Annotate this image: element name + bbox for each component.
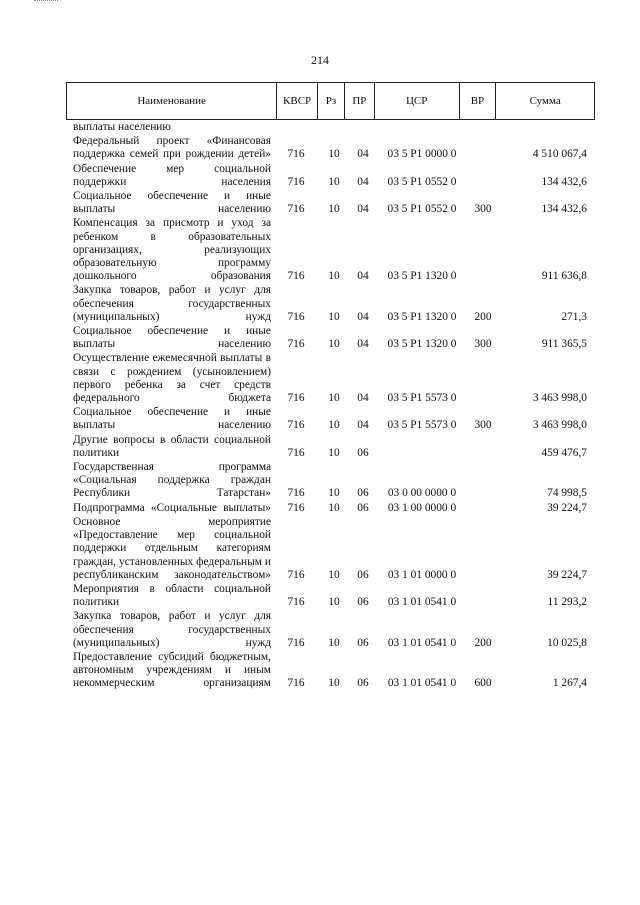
row-sum: 1 267,4 [552,677,587,690]
row-pr: 06 [357,568,369,581]
row-csr: 03 5 P1 0552 0 [387,175,457,188]
row-csr: 03 5 P1 0000 0 [387,148,457,161]
table-row [73,461,595,501]
page-number: 214 [311,53,329,67]
row-sum: 459 476,7 [541,446,587,459]
row-name: Федеральный проект «Финансовая поддержка семей при рождении детей» [73,135,271,161]
row-kvsr: 716 [287,446,305,459]
row-sum: 4 510 067,4 [532,148,587,161]
row-name: Подпрограмма «Социальные выплаты» [73,501,271,514]
row-rz: 10 [328,175,340,188]
table-body [73,121,595,692]
row-sum: 911 365,5 [541,338,587,351]
row-pr: 04 [357,148,369,161]
row-csr: 03 5 P1 5573 0 [387,392,457,405]
row-sum: 10 025,8 [547,636,587,649]
row-sum: 3 463 998,0 [532,392,587,405]
row-vr: 600 [474,677,492,690]
row-pr: 06 [357,501,369,514]
scan-artifact [34,0,58,3]
row-kvsr: 716 [287,501,305,514]
row-rz: 10 [328,636,340,649]
table-row [73,406,595,432]
table-row [73,502,595,515]
row-rz: 10 [328,148,340,161]
header-name: Наименование [67,83,277,119]
row-sum: 74 998,5 [547,487,587,500]
row-pr: 04 [357,338,369,351]
row-name: Основное мероприятие «Предоставление мер социальной поддержки отдельным категориям граждан, установленных федеральным и республиканским законодательством» [73,515,271,581]
table-row [73,284,595,324]
row-sum: 134 432,6 [541,175,587,188]
row-csr: 03 1 01 0541 0 [387,636,457,649]
row-rz: 10 [328,270,340,283]
row-pr: 06 [357,636,369,649]
row-rz: 10 [328,338,340,351]
row-rz: 10 [328,677,340,690]
row-sum: 911 636,8 [541,270,587,283]
row-csr: 03 5 P1 0552 0 [387,203,457,216]
row-csr: 03 0 00 0000 0 [387,487,457,500]
row-sum: 11 293,2 [547,596,587,609]
row-rz: 10 [328,392,340,405]
row-rz: 10 [328,310,340,323]
row-name: Предоставление субсидий бюджетным, автономным учреждениям и иным некоммерческим организациям [73,650,271,690]
row-rz: 10 [328,419,340,432]
row-rz: 10 [328,596,340,609]
row-pr: 04 [357,419,369,432]
row-name: Социальное обеспечение и иные выплаты населению [73,406,271,432]
row-sum: 271,3 [561,310,587,323]
row-csr: 03 5 P1 1320 0 [387,310,457,323]
row-pr: 06 [357,487,369,500]
row-vr: 300 [474,203,492,216]
row-pr: 04 [357,175,369,188]
row-kvsr: 716 [287,310,305,323]
row-rz: 10 [328,446,340,459]
header-rz: Рз [318,83,345,119]
row-name: Государственная программа «Социальная поддержка граждан Республики Татарстан» [73,461,271,500]
row-name: Мероприятия в области социальной политики [73,582,271,609]
row-csr: 03 1 01 0541 0 [387,596,457,609]
row-kvsr: 716 [287,636,305,649]
row-name: Обеспечение мер социальной поддержки населения [73,162,271,188]
table-row [73,217,595,283]
table-row [73,651,595,691]
row-rz: 10 [328,203,340,216]
row-csr: 03 5 P1 1320 0 [387,270,457,283]
row-vr: 300 [474,419,492,432]
row-csr: 03 1 00 0000 0 [387,501,457,514]
table-row [73,352,595,405]
row-name: выплаты населению [73,121,171,133]
row-vr: 200 [474,310,492,323]
table-row [73,583,595,609]
header-kvsr: КВСР [277,83,318,119]
row-kvsr: 716 [287,677,305,690]
table-row [73,610,595,650]
row-rz: 10 [328,501,340,514]
row-kvsr: 716 [287,568,305,581]
row-kvsr: 716 [287,487,305,500]
row-vr: 200 [474,636,492,649]
row-pr: 04 [357,203,369,216]
row-csr: 03 1 01 0541 0 [387,677,457,690]
table-row [73,516,595,582]
row-name: Другие вопросы в области социальной политики [73,433,271,459]
row-kvsr: 716 [287,338,305,351]
row-rz: 10 [328,568,340,581]
table-row [73,190,595,216]
row-pr: 04 [357,392,369,405]
row-kvsr: 716 [287,175,305,188]
row-name: Закупка товаров, работ и услуг для обеспечения государственных (муниципальных) нужд [73,610,271,649]
header-vr: ВР [460,83,497,119]
row-kvsr: 716 [287,392,305,405]
table-row [73,434,595,460]
row-kvsr: 716 [287,148,305,161]
row-name: Компенсация за присмотр и уход за ребенком в образовательных организациях, реализующих образовательную программу дошкольного образования [73,217,271,283]
row-sum: 39 224,7 [547,568,587,581]
header-sum: Сумма [529,95,561,107]
row-name: Закупка товаров, работ и услуг для обеспечения государственных (муниципальных) нужд [73,284,271,323]
row-csr: 03 1 01 0000 0 [387,568,457,581]
row-name: Социальное обеспечение и иные выплаты населению [73,190,271,216]
header-csr: ЦСР [375,83,460,119]
table-row [73,325,595,351]
row-pr: 04 [357,310,369,323]
table-row [73,163,595,189]
table-row [73,121,595,134]
row-rz: 10 [328,487,340,500]
row-pr: 06 [357,677,369,690]
row-sum: 39 224,7 [547,501,587,514]
row-sum: 3 463 998,0 [532,419,587,432]
row-pr: 04 [357,270,369,283]
row-csr: 03 5 P1 5573 0 [387,419,457,432]
row-vr: 300 [474,338,492,351]
table-row [73,135,595,161]
row-sum: 134 432,6 [541,203,587,216]
row-pr: 06 [357,446,369,459]
table-header [66,82,595,120]
row-kvsr: 716 [287,203,305,216]
row-kvsr: 716 [287,596,305,609]
row-kvsr: 716 [287,270,305,283]
header-pr: ПР [345,83,375,119]
row-kvsr: 716 [287,419,305,432]
row-csr: 03 5 P1 1320 0 [387,338,457,351]
row-name: Осуществление ежемесячной выплаты в связи с рождением (усыновлением) первого ребенка за счет средств федерального бюджета [73,352,271,405]
row-name: Социальное обеспечение и иные выплаты населению [73,325,271,351]
row-pr: 06 [357,596,369,609]
